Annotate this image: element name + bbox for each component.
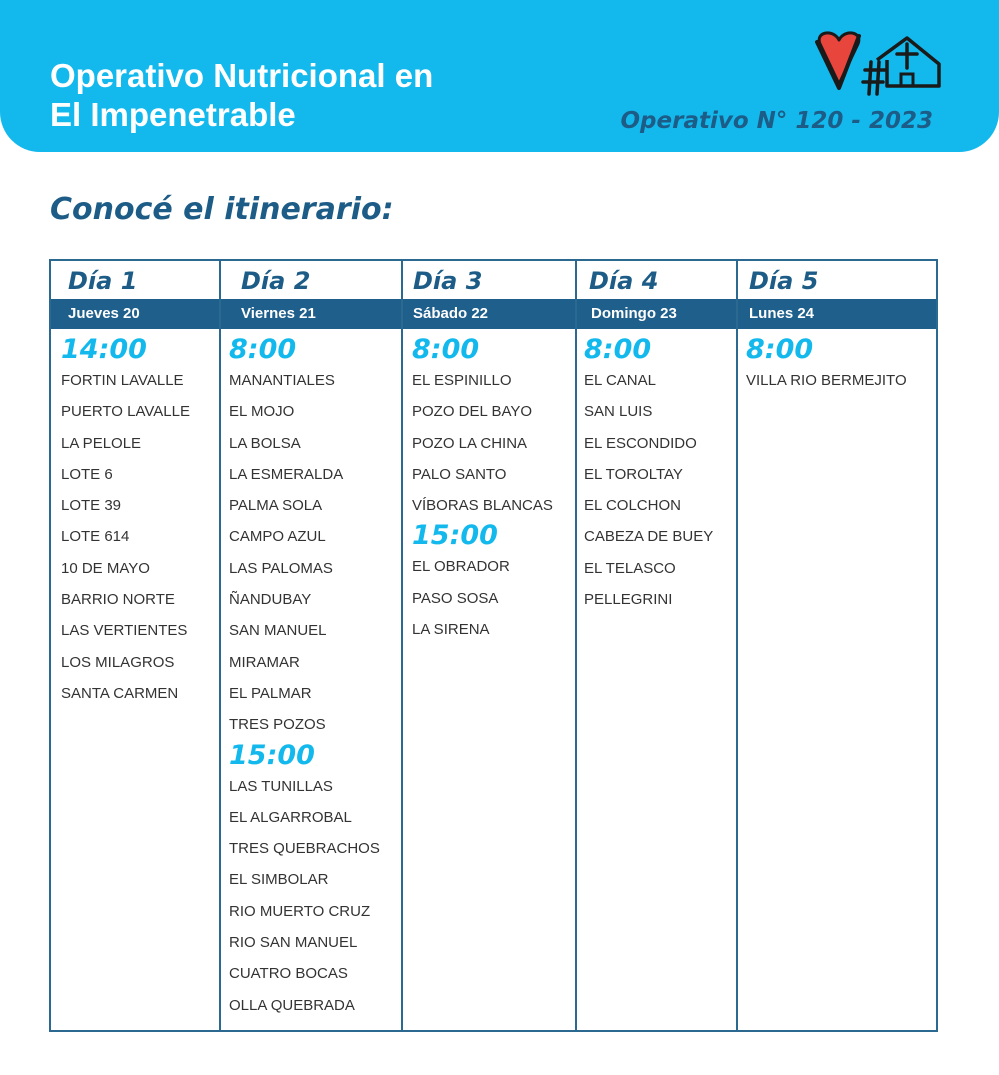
location-item: EL PALMAR — [229, 684, 312, 702]
itinerary-table — [49, 259, 938, 1032]
location-item: TRES POZOS — [229, 716, 326, 734]
location-item: SANTA CARMEN — [61, 684, 179, 702]
location-list — [61, 365, 219, 709]
location-item: PELLEGRINI — [584, 591, 673, 609]
location-item: EL ESPINILLO — [412, 372, 512, 389]
day-date: Lunes 24 — [749, 305, 815, 322]
location-item: LOTE 6 — [61, 465, 113, 483]
operativo-number: Operativo N° 120 - 2023 — [620, 108, 933, 134]
location-item: LOTE 614 — [61, 528, 130, 546]
location-item: EL OBRADOR — [412, 558, 510, 576]
location-item: CUATRO BOCAS — [229, 965, 348, 983]
page-title — [50, 56, 433, 134]
day-schedule — [412, 335, 575, 645]
location-item: FORTIN LAVALLE — [61, 372, 184, 389]
day-title: Día 4 — [589, 267, 659, 295]
location-item: EL TELASCO — [584, 559, 676, 577]
location-list — [229, 365, 401, 741]
location-item: SAN LUIS — [584, 403, 653, 421]
location-item: CABEZA DE BUEY — [584, 528, 714, 546]
day-column-3 — [403, 261, 577, 1030]
location-item: PASO SOSA — [412, 589, 499, 607]
day-schedule — [584, 335, 736, 615]
day-schedule — [746, 335, 938, 396]
day-date: Viernes 21 — [241, 305, 316, 322]
day-date: Domingo 23 — [591, 305, 677, 322]
location-item: PUERTO LAVALLE — [61, 403, 190, 421]
location-item: EL TOROLTAY — [584, 465, 683, 483]
location-item: EL ALGARROBAL — [229, 808, 352, 826]
location-item: TRES QUEBRACHOS — [229, 840, 380, 858]
day-title: Día 1 — [68, 267, 138, 295]
location-item: PALO SANTO — [412, 465, 507, 483]
heart-house-logo-icon — [815, 30, 943, 100]
time-label: 15:00 — [412, 520, 498, 552]
location-item: SAN MANUEL — [229, 622, 327, 640]
time-label: 14:00 — [61, 334, 147, 365]
time-label: 15:00 — [229, 739, 315, 771]
location-item: LA PELOLE — [61, 434, 142, 452]
time-label: 8:00 — [584, 334, 652, 365]
location-item: LAS PALOMAS — [229, 559, 333, 577]
day-title: Día 2 — [241, 267, 311, 295]
time-label: 8:00 — [412, 334, 480, 365]
location-item: OLLA QUEBRADA — [229, 996, 355, 1014]
header-banner — [0, 0, 999, 152]
location-item: LA SIRENA — [412, 621, 490, 639]
day-column-4 — [577, 261, 738, 1030]
location-item: BARRIO NORTE — [61, 591, 175, 609]
itinerary-heading: Conocé el itinerario: — [50, 192, 394, 227]
location-item: EL CANAL — [584, 372, 656, 389]
location-item: RIO SAN MANUEL — [229, 934, 358, 952]
time-label: 8:00 — [746, 334, 814, 365]
location-item: 10 DE MAYO — [61, 559, 150, 577]
location-item: VILLA RIO BERMEJITO — [746, 372, 907, 389]
location-list — [412, 551, 575, 645]
day-column-5 — [738, 261, 938, 1030]
day-column-1 — [51, 261, 221, 1030]
title-line-2: El Impenetrable — [50, 96, 296, 133]
time-label: 8:00 — [229, 334, 297, 365]
day-date: Sábado 22 — [413, 305, 489, 322]
location-item: EL COLCHON — [584, 497, 681, 515]
location-item: PALMA SOLA — [229, 497, 323, 515]
location-item: EL MOJO — [229, 403, 295, 421]
day-column-2 — [221, 261, 403, 1030]
location-item: LAS TUNILLAS — [229, 777, 333, 795]
location-item: RIO MUERTO CRUZ — [229, 902, 371, 920]
location-item: MANANTIALES — [229, 372, 335, 389]
location-list — [746, 365, 938, 396]
location-item: POZO LA CHINA — [412, 434, 528, 452]
location-item: ÑANDUBAY — [229, 591, 312, 609]
title-line-1: Operativo Nutricional en — [50, 57, 434, 94]
location-item: LA ESMERALDA — [229, 465, 344, 483]
location-item: LOTE 39 — [61, 497, 122, 515]
location-item: EL ESCONDIDO — [584, 434, 697, 452]
location-list — [584, 365, 736, 615]
location-item: MIRAMAR — [229, 653, 300, 671]
location-item: EL SIMBOLAR — [229, 871, 329, 889]
day-date: Jueves 20 — [68, 305, 140, 322]
location-list — [229, 771, 401, 1021]
day-title: Día 5 — [749, 267, 819, 295]
location-list — [412, 365, 575, 521]
location-item: LA BOLSA — [229, 434, 301, 452]
location-item: VÍBORAS BLANCAS — [412, 497, 553, 515]
location-item: CAMPO AZUL — [229, 528, 326, 546]
day-title: Día 3 — [413, 267, 483, 295]
day-schedule — [61, 335, 219, 709]
location-item: LAS VERTIENTES — [61, 622, 188, 640]
location-item: LOS MILAGROS — [61, 653, 175, 671]
location-item: POZO DEL BAYO — [412, 403, 533, 421]
day-schedule — [229, 335, 401, 1021]
